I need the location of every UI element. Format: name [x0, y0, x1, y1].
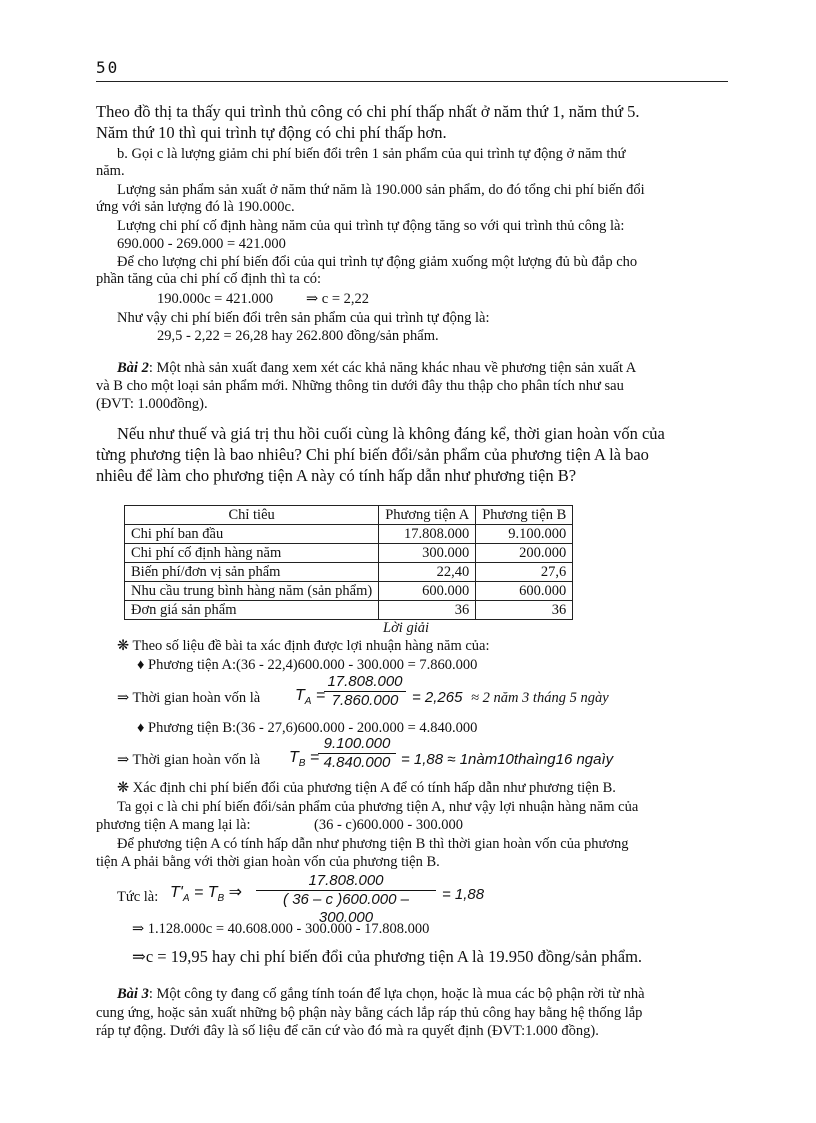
bai2-line-1: Bài 2: Một nhà sản xuất đang xem xét các khả năng khác nhau về phương tiện sản xuất A	[117, 360, 637, 376]
table-header: Phương tiện A	[379, 506, 476, 525]
para4: Như vậy chi phí biến đổi trên sản phẩm của qui trình tự động là:	[117, 310, 490, 326]
table-cell: 17.808.000	[379, 525, 476, 544]
payback-a-denominator: 7.860.000	[331, 692, 399, 709]
equation-numerator: 17.808.000	[256, 872, 436, 891]
bai2-line-3: (ĐVT: 1.000đồng).	[96, 396, 208, 412]
table-header-row	[125, 506, 573, 525]
profit-expression-a: (36 - c)600.000 - 300.000	[314, 817, 464, 833]
bai3-label: Bài 3	[117, 986, 149, 1002]
payback-b-symbol: $T_B$ =	[289, 749, 320, 770]
bai2-line-2: và B cho một loại sản phẩm mới. Những thông tin dưới đây thu thập cho phân tích như sau	[96, 378, 624, 394]
table-header: Phương tiện B	[476, 506, 573, 525]
bai2-label: Bài 2	[117, 360, 149, 376]
para1-line2: ứng với sản lượng đó là 190.000c.	[96, 199, 295, 215]
part-b-line-2: năm.	[96, 163, 125, 179]
para1-line1: Lượng sản phẩm sản xuất ở năm thứ năm là 190.000 sản phẩm, do đó tổng chi phí biến đổi	[117, 182, 645, 198]
table-cell: Đơn giá sản phẩm	[125, 601, 379, 620]
equation-denominator: ( 36 – c )600.000 – 300.000	[283, 891, 409, 926]
table-cell: 22,40	[379, 563, 476, 582]
para2: Lượng chi phí cố định hàng năm của qui trình tự động tăng so với qui trình thủ công là:	[117, 218, 625, 234]
para3-line1: Để cho lượng chi phí biến đổi của qui trình tự động giảm xuống một lượng đủ bù đắp cho	[117, 254, 638, 270]
equation-1-left: 190.000c = 421.000	[157, 291, 274, 307]
solution-step-3-line2: phương tiện A mang lại là:	[96, 817, 251, 833]
equation-3: ⇒c = 19,95 hay chi phí biến đổi của phương tiện A là 19.950 đồng/sản phẩm.	[132, 947, 643, 966]
payback-b-result: = 1,88 ≈ 1nàm10thaìng16 ngaìy	[401, 751, 614, 768]
para3-line2: phần tăng của chi phí cố định thì ta có:	[96, 271, 322, 287]
table-cell: Chi phí cố định hàng năm	[125, 544, 379, 563]
table-row	[125, 525, 573, 544]
payback-a-numerator: 17.808.000	[324, 673, 406, 692]
bai3-line-3: ráp tự động. Dưới đây là số liệu để căn cứ vào đó mà ra quyết định (ĐVT:1.000 đồng).	[96, 1023, 599, 1039]
equation-fraction	[256, 872, 436, 927]
intro-line-1: Theo đồ thị ta thấy qui trình thủ công có chi phí thấp nhất ở năm thứ 1, năm thứ 5.	[96, 102, 640, 121]
table-row	[125, 582, 573, 601]
bai2-question-3: nhiêu để làm cho phương tiện A này có tính hấp dẫn như phương tiện B?	[96, 466, 577, 485]
payback-b-numerator: 9.100.000	[318, 735, 396, 754]
table-cell: Biến phí/đơn vị sản phẩm	[125, 563, 379, 582]
solution-step-3-line1: Ta gọi c là chi phí biến đổi/sản phẩm của phương tiện A, như vậy lợi nhuận hàng năm của	[117, 799, 639, 815]
table-header: Chỉ tiêu	[125, 506, 379, 525]
table-row	[125, 544, 573, 563]
table-cell: 200.000	[476, 544, 573, 563]
payback-b-denominator: 4.840.000	[323, 754, 391, 771]
profit-b: ♦ Phương tiện B:(36 - 27,6)600.000 - 200.000 = 4.840.000	[137, 720, 478, 736]
payback-a-result: = 2,265	[412, 689, 463, 706]
data-table	[124, 505, 573, 620]
equation-2: ⇒ 1.128.000c = 40.608.000 - 300.000 - 17.808.000	[132, 921, 430, 937]
equation-1-right: ⇒ c = 2,22	[306, 291, 370, 307]
bai3-line-2: cung ứng, hoặc sản xuất những bộ phận này bằng cách lắp ráp thủ công hay bằng hệ thống lắp	[96, 1005, 643, 1021]
para2-calc: 690.000 - 269.000 = 421.000	[117, 236, 286, 252]
page-number: 50	[96, 58, 120, 77]
profit-a: ♦ Phương tiện A:(36 - 22,4)600.000 - 300.000 = 7.860.000	[137, 657, 478, 673]
payback-a-lead: ⇒ Thời gian hoàn vốn là	[117, 690, 261, 706]
table-cell: 600.000	[379, 582, 476, 601]
solution-step-1: ❋ Theo số liệu đề bài ta xác định được lợi nhuận hàng năm của:	[117, 638, 490, 654]
payback-b-lead: ⇒ Thời gian hoàn vốn là	[117, 752, 261, 768]
equation-result: = 1,88	[442, 886, 485, 903]
payback-a-symbol: $T_A$ =	[295, 687, 326, 708]
table-cell: Nhu cầu trung bình hàng năm (sản phẩm)	[125, 582, 379, 601]
table-cell: 9.100.000	[476, 525, 573, 544]
payback-a-fraction	[324, 673, 406, 710]
table-cell: 36	[476, 601, 573, 620]
header-rule	[96, 81, 728, 82]
table-cell: 300.000	[379, 544, 476, 563]
payback-b-fraction	[318, 735, 396, 772]
solution-step-2: ❋ Xác định chi phí biến đổi của phương tiện A để có tính hấp dẫn như phương tiện B.	[117, 780, 616, 796]
part-b-line-1: b. Gọi c là lượng giảm chi phí biến đổi trên 1 sản phẩm của qui trình tự động ở năm thứ	[117, 146, 626, 162]
solution-step-4-line1: Để phương tiện A có tính hấp dẫn như phương tiện B thì thời gian hoàn vốn của phương	[117, 836, 629, 852]
solution-title: Lời giải	[383, 620, 430, 636]
solution-step-4-line2: tiện A phải bằng với thời gian hoàn vốn của phương tiện B.	[96, 854, 440, 870]
table-cell: Chi phí ban đầu	[125, 525, 379, 544]
bai2-question-1: Nếu như thuế và giá trị thu hồi cuối cùng là không đáng kể, thời gian hoàn vốn của	[117, 424, 665, 443]
para4-calc: 29,5 - 2,22 = 26,28 hay 262.800 đồng/sản phẩm.	[157, 328, 439, 344]
intro-line-2: Năm thứ 10 thì qui trình tự động có chi phí thấp hơn.	[96, 123, 447, 142]
bai2-question-2: từng phương tiện là bao nhiêu? Chi phí biến đổi/sản phẩm của phương tiện A là bao	[96, 445, 649, 464]
payback-a-duration: ≈ 2 năm 3 tháng 5 ngày	[471, 690, 609, 706]
table-row	[125, 563, 573, 582]
bai3-line-1: Bài 3: Một công ty đang cố gắng tính toán để lựa chọn, hoặc là mua các bộ phận rời từ nhà	[117, 986, 645, 1002]
table-cell: 27,6	[476, 563, 573, 582]
equation-lhs: $T'_A = T_B$ ⇒	[170, 884, 243, 905]
equation-lead: Tức là:	[117, 889, 159, 905]
table-cell: 36	[379, 601, 476, 620]
table-row	[125, 601, 573, 620]
table-cell: 600.000	[476, 582, 573, 601]
